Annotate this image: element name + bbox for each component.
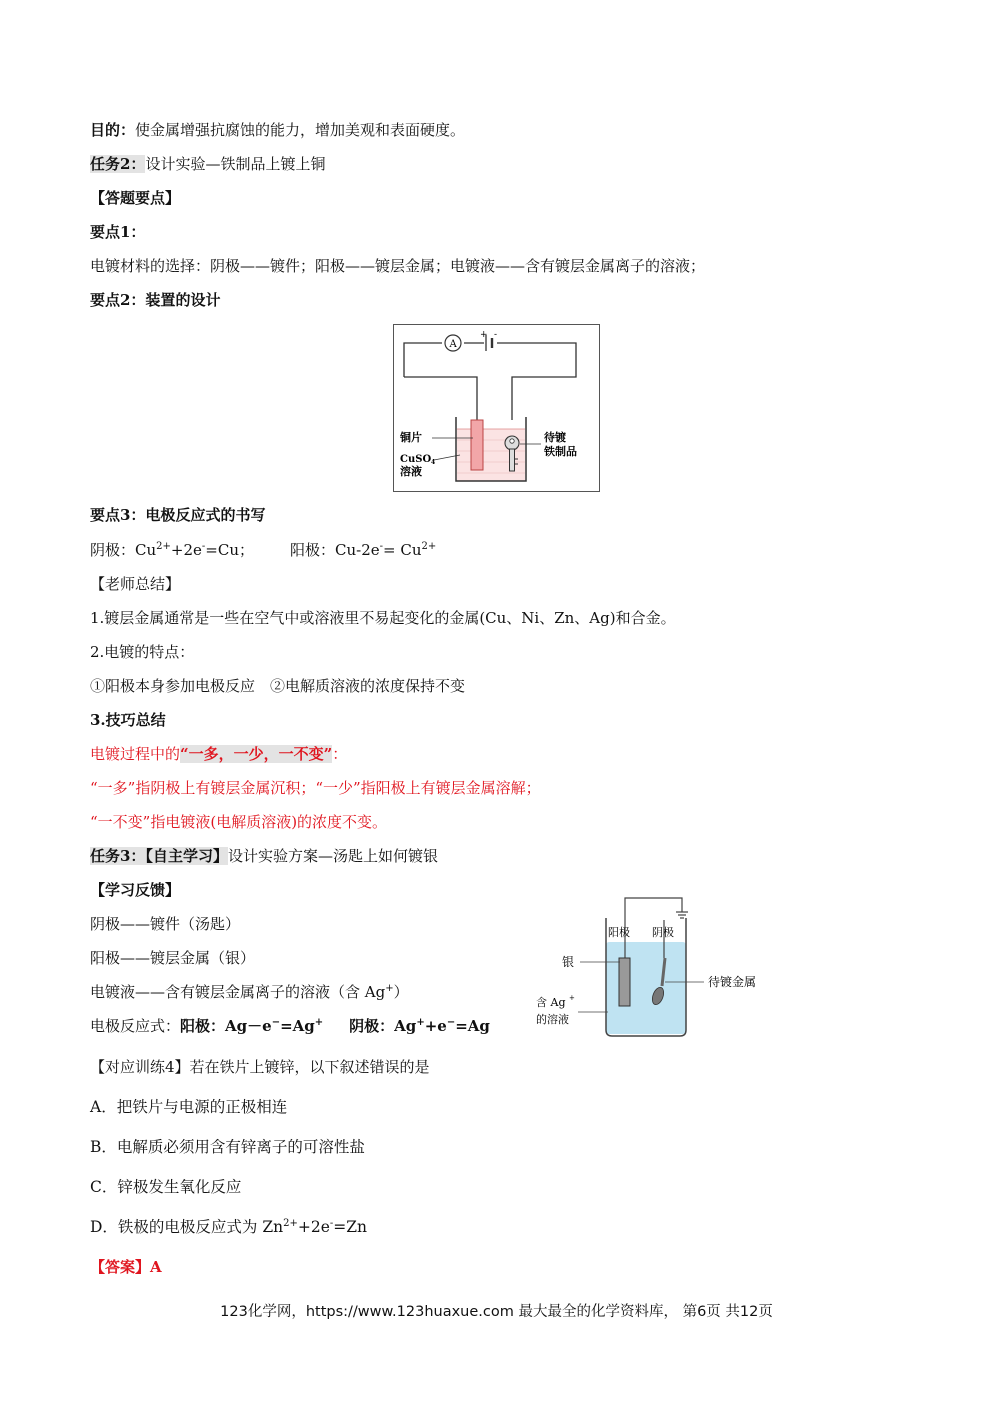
silver-electrode (619, 958, 630, 1006)
feedback-1: 阴极——镀件（汤匙） (90, 915, 241, 933)
minus-sign: - (494, 330, 498, 340)
point1-text: 电镀材料的选择：阴极——镀件；阳极——镀层金属；电镀液——含有镀层金属离子的溶液； (90, 257, 706, 275)
ag-solution-label-1: 含 Ag (536, 996, 566, 1009)
anode-label: 阳极 (608, 926, 630, 939)
metal-label: 待镀金属 (708, 975, 757, 989)
summary-3: 3.技巧总结 (90, 711, 166, 729)
solution-label: 溶液 (400, 465, 422, 478)
summary-2-items: ①阳极本身参加电极反应 ②电解质溶液的浓度保持不变 (90, 677, 466, 695)
task3-line: 任务3：【自主学习】设计实验方案—汤匙上如何镀银 (90, 847, 438, 865)
summary-1: 1.镀层金属通常是一些在空气中或溶液里不易起变化的金属(Cu、Ni、Zn、Ag)和合金。 (90, 609, 676, 627)
exercise-prompt: 【对应训练4】若在铁片上镀锌，以下叙述错误的是 (90, 1058, 430, 1076)
option-d: D．铁极的电极反应式为 $Zn^{2+}+2e^-=Zn$ (90, 1217, 368, 1236)
page-footer: 123化学网，https://www.123huaxue.com 最大最全的化学资料库， 第6页 共12页 (220, 1304, 773, 1320)
answer-line: 【答案】A (90, 1258, 162, 1276)
ag-solution-label-2: 的溶液 (536, 1013, 569, 1026)
cuso4-subscript: 4 (431, 459, 436, 466)
cuso4-label: CuSO (400, 454, 432, 465)
summary-2: 2.电镀的特点： (90, 643, 195, 661)
copper-plate (471, 420, 483, 470)
ammeter-label: A (449, 339, 457, 350)
item-label-2: 铁制品 (544, 445, 577, 458)
cathode-label: 阴极 (652, 926, 674, 939)
ag-superscript: + (569, 994, 575, 1002)
task2-line: 任务2：设计实验—铁制品上镀上铜 (90, 155, 326, 173)
item-label-1: 待镀 (544, 431, 566, 444)
feedback-4: 电极反应式：阳极：Ag－e−=Ag+ 阴极：Ag++e−=Ag (90, 1017, 490, 1035)
electrode-equations: 阴极：$Cu^{2+}+2e^-=Cu$； 阳极：$Cu-2e^-= Cu^{2+}$ (90, 541, 437, 559)
answer-points-heading: 【答题要点】 (90, 189, 181, 207)
point1-label: 要点1： (90, 223, 146, 241)
tip-3: “一不变”指电镀液(电解质溶液)的浓度不变。 (90, 813, 388, 831)
option-a: A．把铁片与电源的正极相连 (90, 1098, 288, 1116)
point2-label: 要点2：装置的设计 (90, 291, 221, 309)
option-c: C．锌极发生氧化反应 (90, 1178, 242, 1196)
silver-label: 银 (562, 955, 575, 969)
feedback-2: 阳极——镀层金属（银） (90, 949, 256, 967)
feedback-3: 电镀液——含有镀层金属离子的溶液（含 Ag+） (90, 983, 409, 1001)
teacher-summary-heading: 【老师总结】 (90, 575, 181, 593)
tip-1: 电镀过程中的“一多，一少，一不变”： (90, 745, 348, 763)
option-b: B．电解质必须用含有锌离子的可溶性盐 (90, 1138, 365, 1156)
tip-2: “一多”指阴极上有镀层金属沉积；“一少”指阳极上有镀层金属溶解； (90, 779, 541, 797)
silver-plating-diagram (532, 890, 767, 1040)
plus-sign: + (480, 330, 488, 340)
silver-solution (606, 942, 686, 1034)
copper-plating-diagram (393, 324, 600, 492)
feedback-heading: 【学习反馈】 (90, 881, 181, 899)
copper-label: 铜片 (400, 431, 422, 444)
purpose-line: 目的：使金属增强抗腐蚀的能力，增加美观和表面硬度。 (90, 121, 466, 139)
point3-label: 要点3：电极反应式的书写 (90, 506, 266, 524)
